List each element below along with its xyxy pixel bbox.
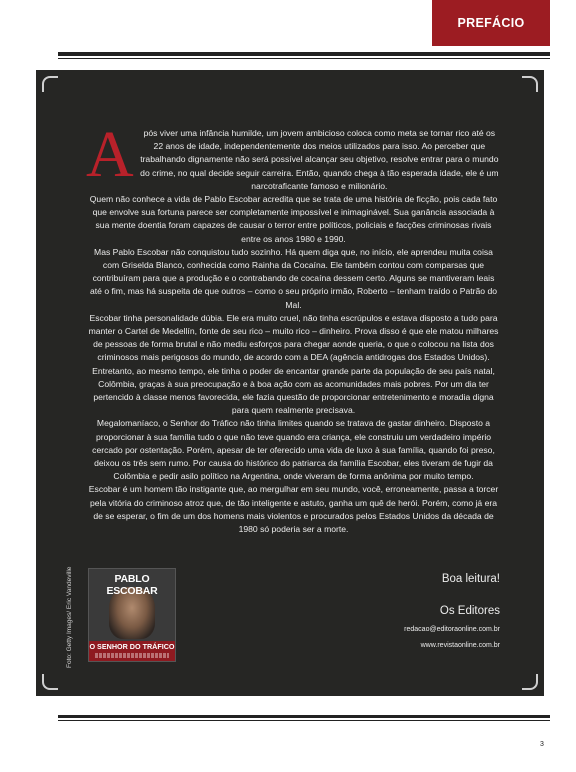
email-link[interactable]: redacao@editoraonline.com.br [404, 626, 500, 633]
author-signature: Os Editores [439, 605, 500, 617]
bottom-rule-thin [58, 720, 550, 721]
paragraph-3: Mas Pablo Escobar não conquistou tudo sozinho. Há quem diga que, no início, ele aprendeu muita coisa com Griselda Blanco, conhecida como Rainha da Cocaína. Ele também contou com comparsas que contribuíram para que a produção e o contrabando de cocaína dessem certo. Alguns se mantiveram leais até o fim, mas há suspeita de que outros – como o seu próprio irmão, Roberto – tenham traído o Patrão do Mal. [90, 246, 497, 310]
paragraph-7: Escobar é um homem tão instigante que, ao mergulhar em seu mundo, você, erroneamente, passa a torcer pela vitória do criminoso atroz que, de tão inteligente e astuto, ganha um quê de herói. Porém, como já era de se esperar, o fim de um dos homens mais violentos e procurados pelos Estados Unidos da década de 1980 só poderia ser a morte. [88, 484, 499, 535]
top-rule-thin [58, 58, 550, 59]
article-body [86, 118, 501, 536]
cover-title: PABLO ESCOBAR [106, 573, 158, 597]
corner-ornament-bottom-right [522, 674, 538, 690]
editorial-panel [36, 70, 544, 696]
top-rule [58, 52, 550, 56]
paragraph-4: Escobar tinha personalidade dúbia. Ele era muito cruel, não tinha escrúpulos e estava disposto a tudo para manter o Cartel de Medellín, fonte de seu rico – muito rico – dinheiro. Prova disso é que ele matou milhares de pessoas de forma brutal e não mediu esforços para chegar aonde queria, o que o colocou na lista dos criminosos mais perigosos do mundo, de acordo com a DEA (agência antidrogas dos Estados Unidos). [88, 312, 499, 363]
photo-credit: Foto: Getty Images/ Eric Vandeville [66, 566, 73, 668]
paragraph-2: Quem não conhece a vida de Pablo Escobar acredita que se trata de uma história de ficção, pois cada fato que envolve sua fortuna parece ser completamente impossível e inimaginável. Sua ganância associada à sua mente doentia foram capazes de causar o terror entre políticos, policiais e facções criminosas rivais entre os anos 1980 e 1990. [89, 194, 498, 244]
page-number: 3 [540, 741, 544, 748]
paragraph-5: Entretanto, ao mesmo tempo, ele tinha o poder de encantar grande parte da população de seu país natal, Colômbia, graças à sua preocupação e à boa ação com as acomunidades mais pobres. Por um dia ter pertencido à classe menos favorecida, ele fazia questão de proporcionar entretenimento e moradia digna para quem realmente precisava. [92, 365, 495, 416]
cover-fine-print [95, 653, 169, 658]
paragraph-6: Megalomaníaco, o Senhor do Tráfico não tinha limites quando se tratava de gastar dinheiro. Disposto a proporcionar à sua família tudo o que não teve quando era criança, ele construiu um verdadeiro império cercado por ostentação. Porém, apesar de ter oferecido uma vida de luxo à sua família, quando foi preso, deixou os três sem rumo. Por causa do histórico do patriarca da família Escobar, eles tiveram de fugir da Colômbia e pedir asilo político na Argentina, onde viveram de forma anônima por muito tempo. [92, 418, 495, 482]
corner-ornament-bottom-left [42, 674, 58, 690]
corner-ornament-top-left [42, 76, 58, 92]
website-link[interactable]: www.revistaonline.com.br [420, 642, 500, 649]
cover-subtitle: O SENHOR DO TRÁFICO [89, 642, 175, 651]
drop-cap: A [86, 118, 134, 191]
corner-ornament-top-right [522, 76, 538, 92]
section-tab: PREFÁCIO [432, 0, 550, 46]
paragraph-1: A pós viver uma infância humilde, um jovem ambicioso coloca como meta se tornar rico até os 22 anos de idade, independentemente dos meios utilizados para isso. Ao perceber que trabalhando dignamente não será possível alcançar seu objetivo, resolve entrar para o mundo do crime, no qual decide seguir carreira. Então, quando chega à tão esperada idade, ele é um narcotraficante famoso e milionário. [86, 118, 499, 191]
bottom-rule [58, 715, 550, 718]
book-cover-image [88, 568, 176, 662]
greeting: Boa leitura! [441, 573, 500, 585]
